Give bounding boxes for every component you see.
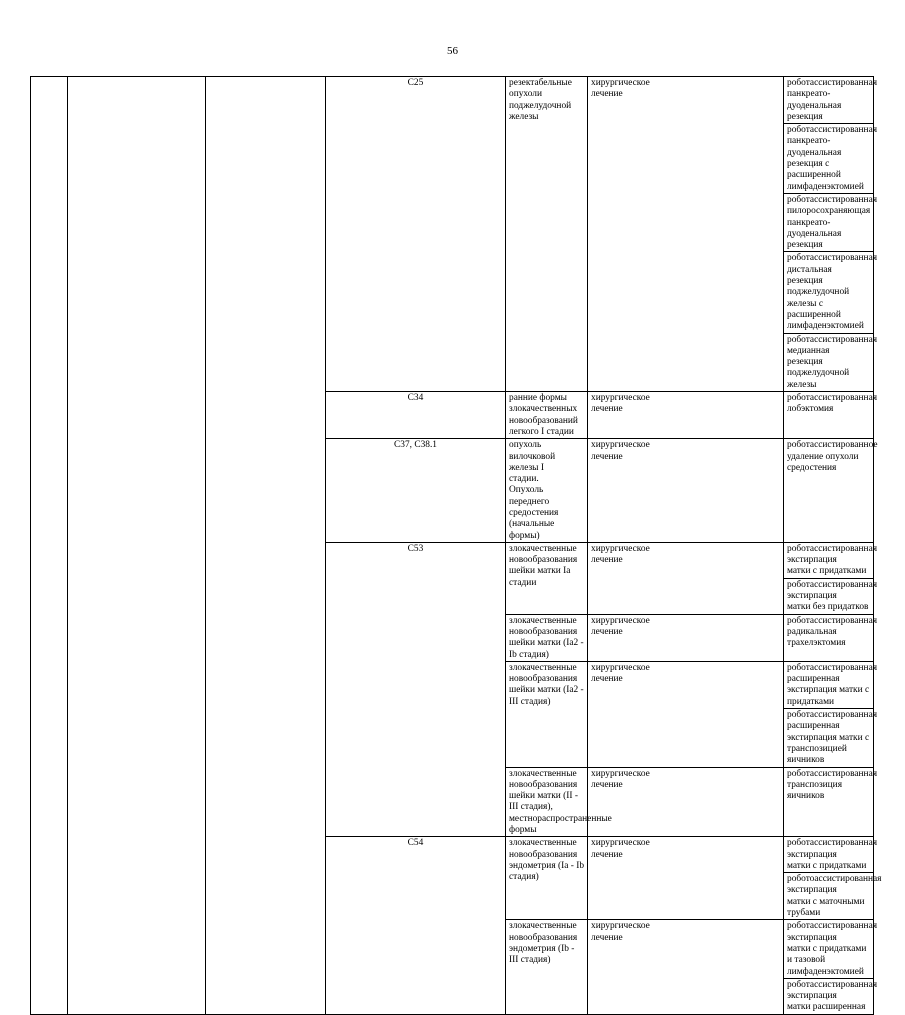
condition-cell [506, 837, 588, 920]
treatment-method-cell [784, 193, 878, 251]
icd-code-cell-text: C34 [407, 393, 424, 404]
treatment-method-cell-text: роботассистированная экстирпация матки расширенная [787, 979, 878, 1013]
treatment-method-cell-text: роботассистированная пилоросохраняющая панкреато- дуоденальная резекция [787, 194, 878, 251]
treatment-method-cell-text: роботассистированная медианная резекция поджелудочной железы [787, 334, 878, 390]
icd-code-cell [326, 439, 506, 543]
condition-cell-text: злокачественные новообразования шейки матки (II - III стадия), местнораспространенные формы [509, 768, 612, 835]
treatment-method-cell [784, 709, 878, 767]
treatment-method-cell [784, 542, 878, 578]
treatment-type-cell-text: хирургическое лечение [591, 921, 650, 943]
condition-cell-text: злокачественные новообразования шейки матки (Ia2 - Ib стадия) [509, 615, 584, 660]
treatment-type-cell-text: хирургическое лечение [591, 440, 650, 462]
treatment-methods-table [30, 76, 882, 1015]
condition-cell-text: ранние формы злокачественных новообразований легкого I стадии [509, 393, 578, 437]
row-number-cell [31, 77, 68, 1015]
treatment-type-cell-text: хирургическое лечение [591, 393, 650, 415]
condition-cell-text: злокачественные новообразования эндометрия (Ia - Ib стадия) [509, 838, 585, 883]
treatment-type-cell-text: хирургическое лечение [591, 615, 650, 637]
page-number: 56 [447, 45, 458, 57]
treatment-method-cell [784, 333, 878, 391]
treatment-type-cell [588, 77, 784, 392]
treatment-method-cell-text: роботассистированная экстирпация матки с придатками [787, 543, 878, 577]
table-row [31, 77, 874, 124]
treatment-method-cell-text: роботассистированная транспозиция яичников [787, 768, 878, 802]
profile-cell [206, 77, 326, 1015]
treatment-type-cell [588, 392, 784, 439]
condition-cell [506, 920, 588, 1014]
treatment-type-cell [588, 661, 784, 767]
treatment-method-cell-text: роботассистированная экстирпация матки с придатками и тазовой лимфаденэктомией [787, 921, 878, 977]
icd-code-cell [326, 542, 506, 836]
icd-code-cell-text: C53 [407, 543, 424, 554]
treatment-method-cell-text: роботассистированная расширенная экстирпация матки с транспозицией яичников [787, 710, 878, 766]
treatment-method-cell [784, 614, 878, 661]
condition-cell-text: злокачественные новообразования эндометрия (Ib - III стадия) [509, 921, 578, 966]
treatment-method-cell [784, 661, 878, 708]
treatment-method-cell [784, 77, 878, 124]
treatment-method-cell-text: роботассистированная лобэктомия [787, 393, 878, 415]
treatment-type-cell [588, 439, 784, 543]
treatment-method-cell [784, 392, 878, 439]
treatment-method-cell [784, 837, 878, 873]
treatment-type-cell [588, 767, 784, 837]
condition-cell [506, 542, 588, 614]
treatment-method-cell [784, 124, 878, 194]
treatment-method-cell-text: роботоассистированная экстирпация матки с маточными трубами [787, 874, 882, 919]
condition-cell-text: резектабельные опухоли поджелудочной железы [509, 78, 572, 122]
treatment-type-cell-text: хирургическое лечение [591, 543, 650, 566]
treatment-method-cell-text: роботассистированное удаление опухоли средостения [787, 440, 878, 473]
treatment-method-cell-text: роботассистированная экстирпация матки с придатками [787, 838, 878, 871]
condition-cell [506, 767, 612, 837]
icd-code-cell-text: C25 [407, 78, 424, 88]
treatment-method-cell-text: роботассистированная панкреато- дуоденальная резекция с расширенной лимфаденэктомией [787, 125, 878, 192]
treatment-method-cell [784, 439, 878, 543]
treatment-type-cell [588, 920, 784, 1014]
treatment-method-cell-text: роботассистированная радикальная трахелэктомия [787, 615, 878, 649]
icd-code-cell [326, 392, 506, 439]
method-group-cell [68, 77, 206, 1015]
treatment-type-cell-text: хирургическое лечение [591, 838, 650, 860]
treatment-method-cell [784, 873, 882, 920]
treatment-type-cell-text: хирургическое лечение [591, 78, 650, 100]
icd-code-cell [326, 77, 506, 392]
icd-code-cell-text: C37, C38.1 [394, 440, 437, 451]
treatment-type-cell-text: хирургическое лечение [591, 662, 650, 685]
treatment-method-cell [784, 578, 878, 614]
treatment-type-cell [588, 614, 784, 661]
condition-cell [506, 661, 588, 767]
treatment-method-cell-text: роботассистированная панкреато- дуоденальная резекция [787, 78, 878, 122]
condition-cell-text: злокачественные новообразования шейки матки Ia стадии [509, 543, 578, 588]
condition-cell [506, 392, 588, 439]
treatment-type-cell-text: хирургическое лечение [591, 768, 650, 790]
treatment-type-cell [588, 542, 784, 614]
condition-cell-text: опухоль вилочковой железы I стадии. Опухоль переднего средостения (начальные формы) [509, 440, 559, 541]
treatment-method-cell-text: роботассистированная экстирпация матки без придатков [787, 579, 878, 613]
treatment-method-cell [784, 252, 878, 333]
treatment-method-cell [784, 978, 878, 1014]
icd-code-cell [326, 837, 506, 1014]
treatment-method-cell-text: роботассистированная дистальная резекция поджелудочной железы с расширенной лимфаденэктомией [787, 253, 878, 332]
condition-cell [506, 77, 588, 392]
condition-cell-text: злокачественные новообразования шейки матки (Ia2 - III стадия) [509, 662, 584, 707]
treatment-method-cell [784, 920, 878, 978]
treatment-method-cell-text: роботассистированная расширенная экстирпация матки с придатками [787, 662, 878, 707]
condition-cell [506, 439, 588, 543]
condition-cell [506, 614, 588, 661]
treatment-type-cell [588, 837, 784, 920]
treatment-method-cell [784, 767, 878, 837]
icd-code-cell-text: C54 [407, 838, 424, 849]
